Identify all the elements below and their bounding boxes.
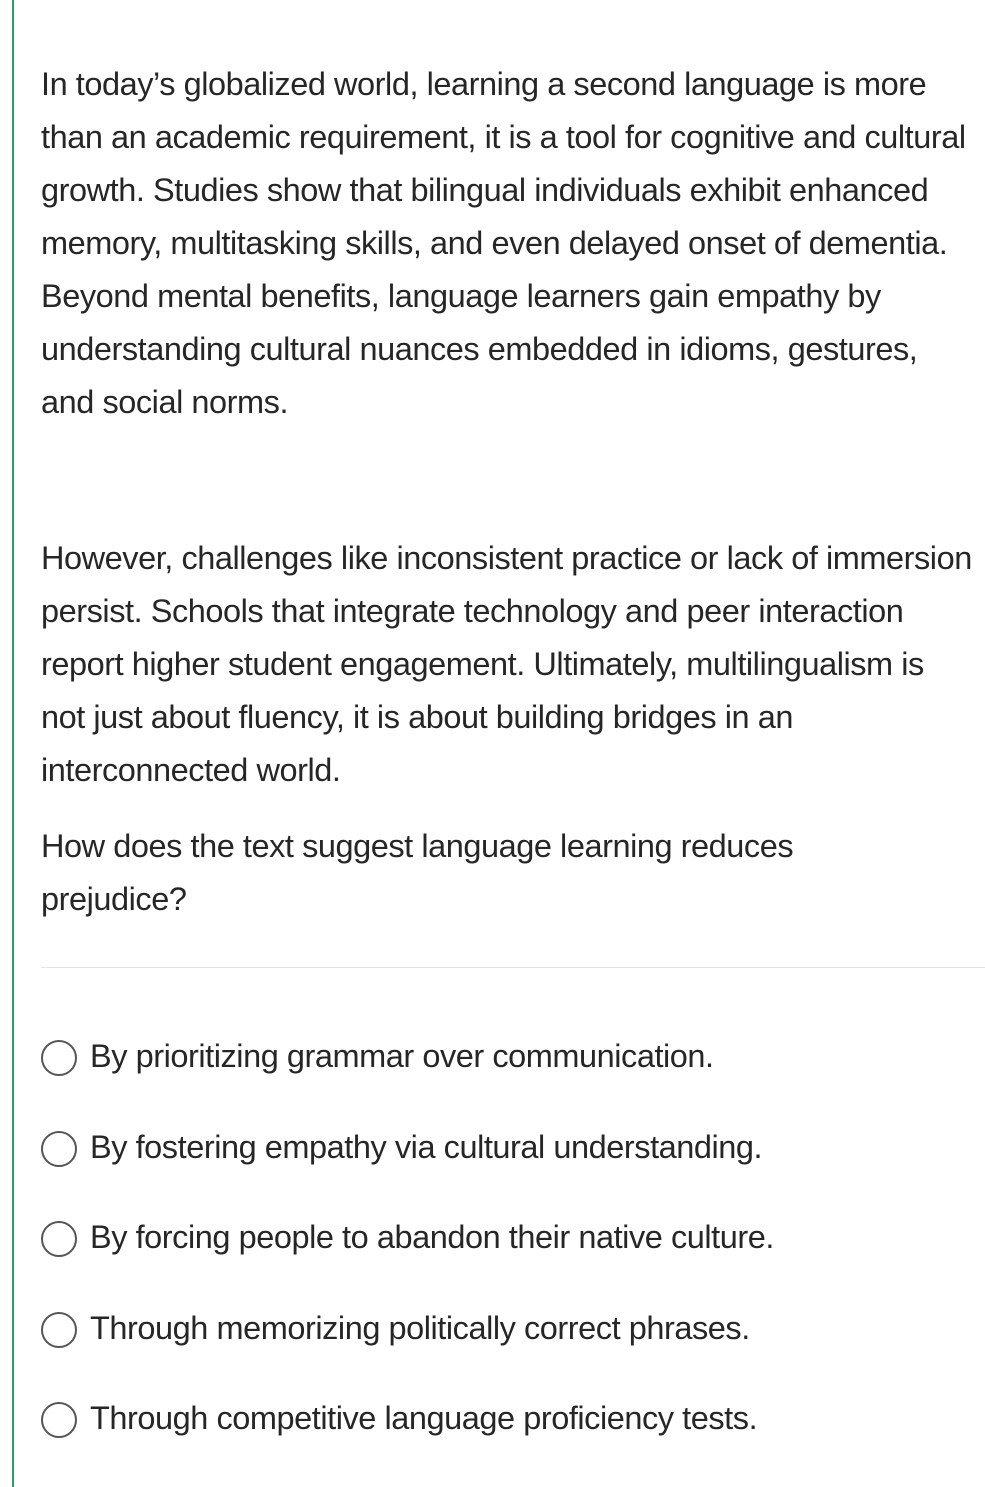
answer-option-label: By prioritizing grammar over communication. <box>90 1038 714 1075</box>
passage-paragraph-1: In today’s globalized world, learning a second language is more than an academic requirement, it is a tool for cognitive and cultural growth. Studies show that bilingual individuals exhibit enhanced memory, multitasking skills, and even delayed onset of dementia. Beyond mental benefits, language learners gain empathy by understanding cultural nuances embedded in idioms, gestures, and social norms. <box>41 66 966 420</box>
answer-option-2[interactable] <box>41 1102 985 1193</box>
radio-button-icon[interactable] <box>41 1312 77 1348</box>
answer-option-1[interactable] <box>41 1011 985 1102</box>
answer-options <box>41 1011 985 1464</box>
left-accent-bar <box>0 0 16 1487</box>
answer-option-label: Through competitive language proficiency tests. <box>90 1400 758 1437</box>
divider <box>41 967 985 968</box>
answer-option-label: By fostering empathy via cultural understanding. <box>90 1128 763 1165</box>
answer-option-3[interactable] <box>41 1192 985 1283</box>
passage-paragraph-2: However, challenges like inconsistent practice or lack of immersion persist. Schools that integrate technology and peer interaction report higher student engagement. Ultimately, multilingualism is not just about fluency, it is about building bridges in an interconnected world. <box>41 540 972 788</box>
question-card <box>41 58 985 1480</box>
radio-button-icon[interactable] <box>41 1402 77 1438</box>
radio-button-icon[interactable] <box>41 1221 77 1257</box>
answer-option-label: Through memorizing politically correct phrases. <box>90 1309 750 1346</box>
radio-button-icon[interactable] <box>41 1040 77 1076</box>
question-text: How does the text suggest language learning reduces prejudice? <box>41 828 794 917</box>
reading-passage <box>41 58 985 797</box>
answer-option-5[interactable] <box>41 1373 985 1464</box>
answer-option-4[interactable] <box>41 1283 985 1374</box>
answer-option-label: By forcing people to abandon their native culture. <box>90 1219 774 1256</box>
radio-button-icon[interactable] <box>41 1131 77 1167</box>
